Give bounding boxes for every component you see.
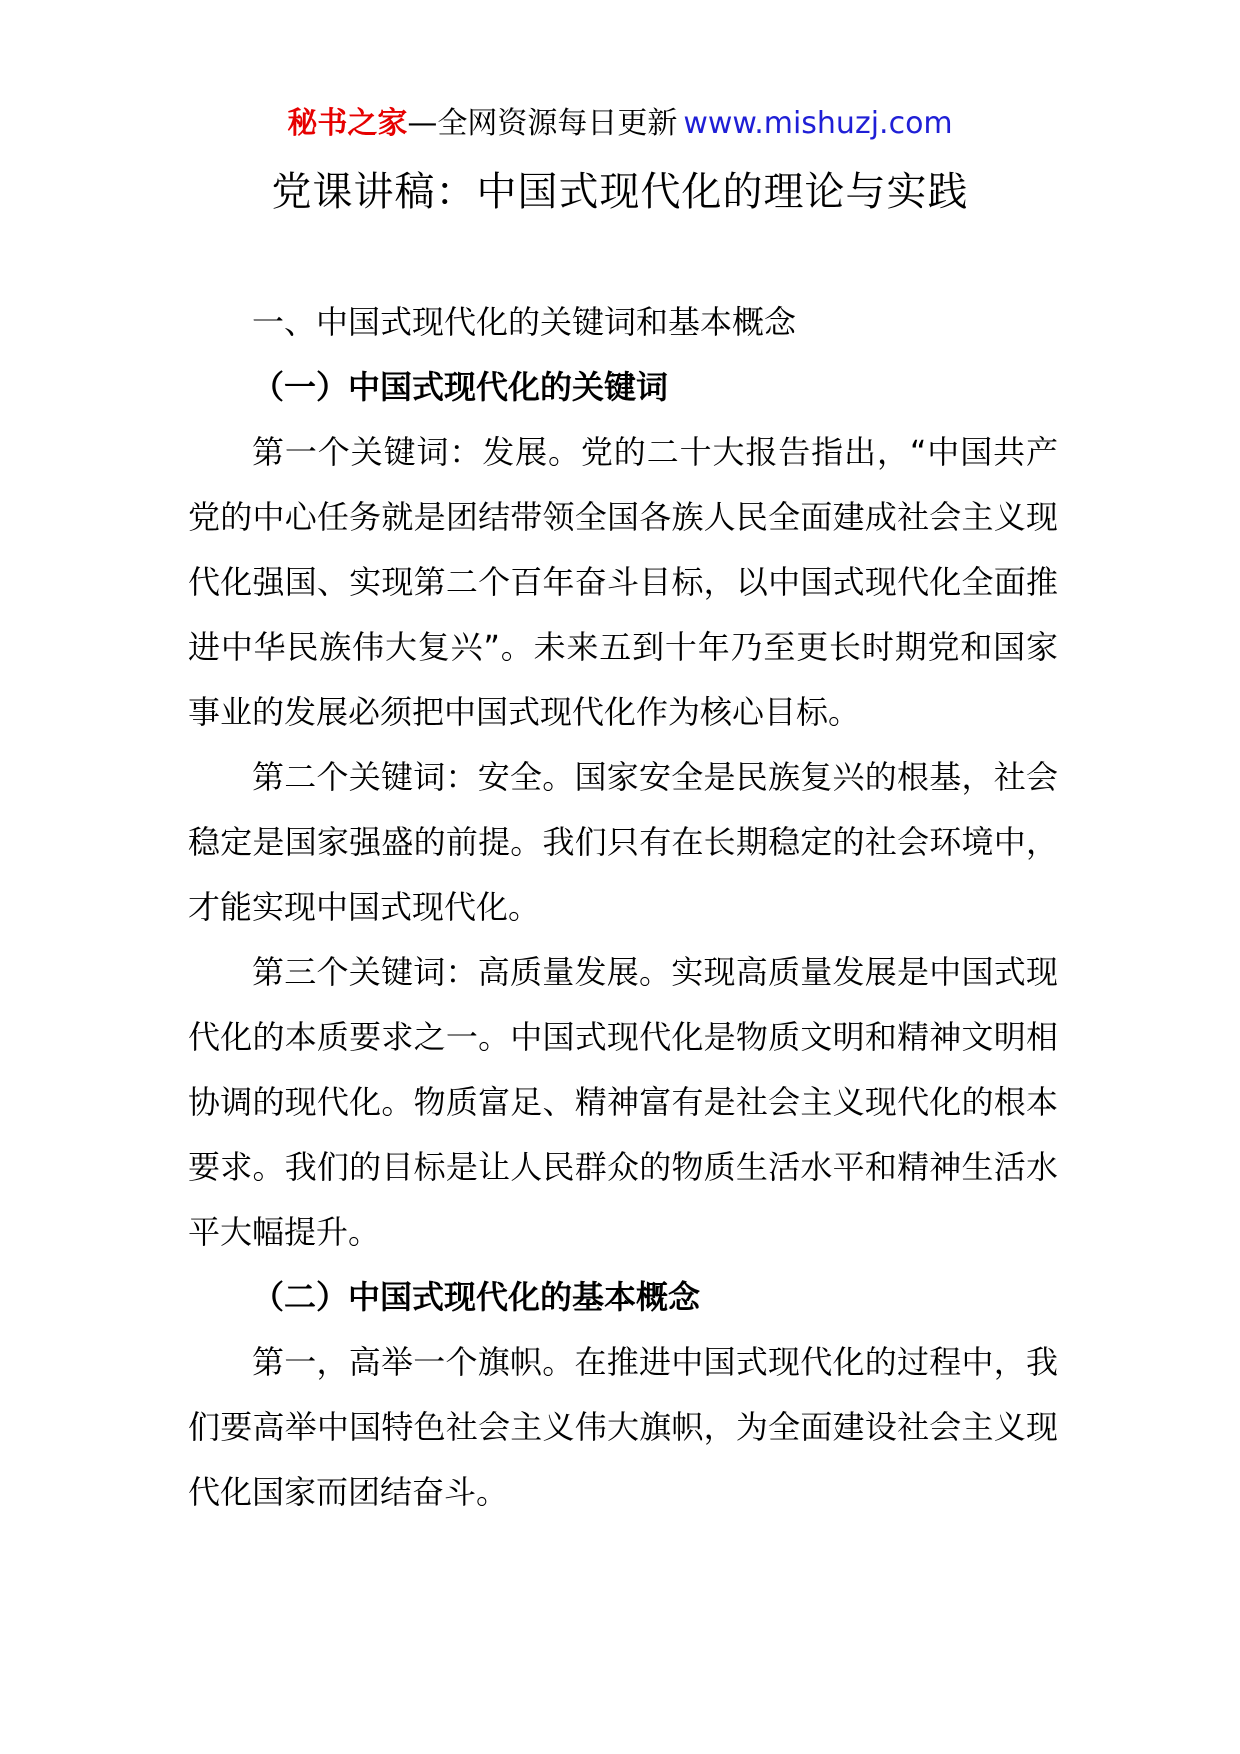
brand-name: 秘书之家 — [287, 106, 408, 141]
paragraph-keyword-quality: 第三个关键词：高质量发展。实现高质量发展是中国式现代化的本质要求之一。中国式现代化是物质文明和精神文明相协调的现代化。物质富足、精神富有是社会主义现代化的根本要求。我们的目标是让人民群众的物质生活水平和精神生活水平大幅提升。 — [188, 953, 1058, 1251]
document-title: 党课讲稿：中国式现代化的理论与实践 — [271, 169, 969, 215]
header-tagline: —全网资源每日更新 — [407, 106, 678, 141]
site-url-link[interactable]: www.mishuzj.com — [683, 106, 953, 141]
site-header — [0, 100, 1240, 148]
subsection-heading-concepts: （二）中国式现代化的基本概念 — [252, 1278, 701, 1316]
section-heading: 一、中国式现代化的关键词和基本概念 — [252, 303, 797, 341]
subsection-heading-keywords: （一）中国式现代化的关键词 — [252, 368, 669, 406]
document-body — [188, 290, 1058, 1525]
paragraph-keyword-development: 第一个关键词：发展。党的二十大报告指出，“中国共产党的中心任务就是团结带领全国各族人民全面建成社会主义现代化强国、实现第二个百年奋斗目标，以中国式现代化全面推进中华民族伟大复兴”。未来五到十年乃至更长时期党和国家事业的发展必须把中国式现代化作为核心目标。 — [188, 433, 1058, 731]
paragraph-keyword-security: 第二个关键词：安全。国家安全是民族复兴的根基，社会稳定是国家强盛的前提。我们只有在长期稳定的社会环境中，才能实现中国式现代化。 — [188, 758, 1058, 926]
paragraph-concept-flag: 第一，高举一个旗帜。在推进中国式现代化的过程中，我们要高举中国特色社会主义伟大旗帜，为全面建设社会主义现代化国家而团结奋斗。 — [188, 1343, 1058, 1511]
